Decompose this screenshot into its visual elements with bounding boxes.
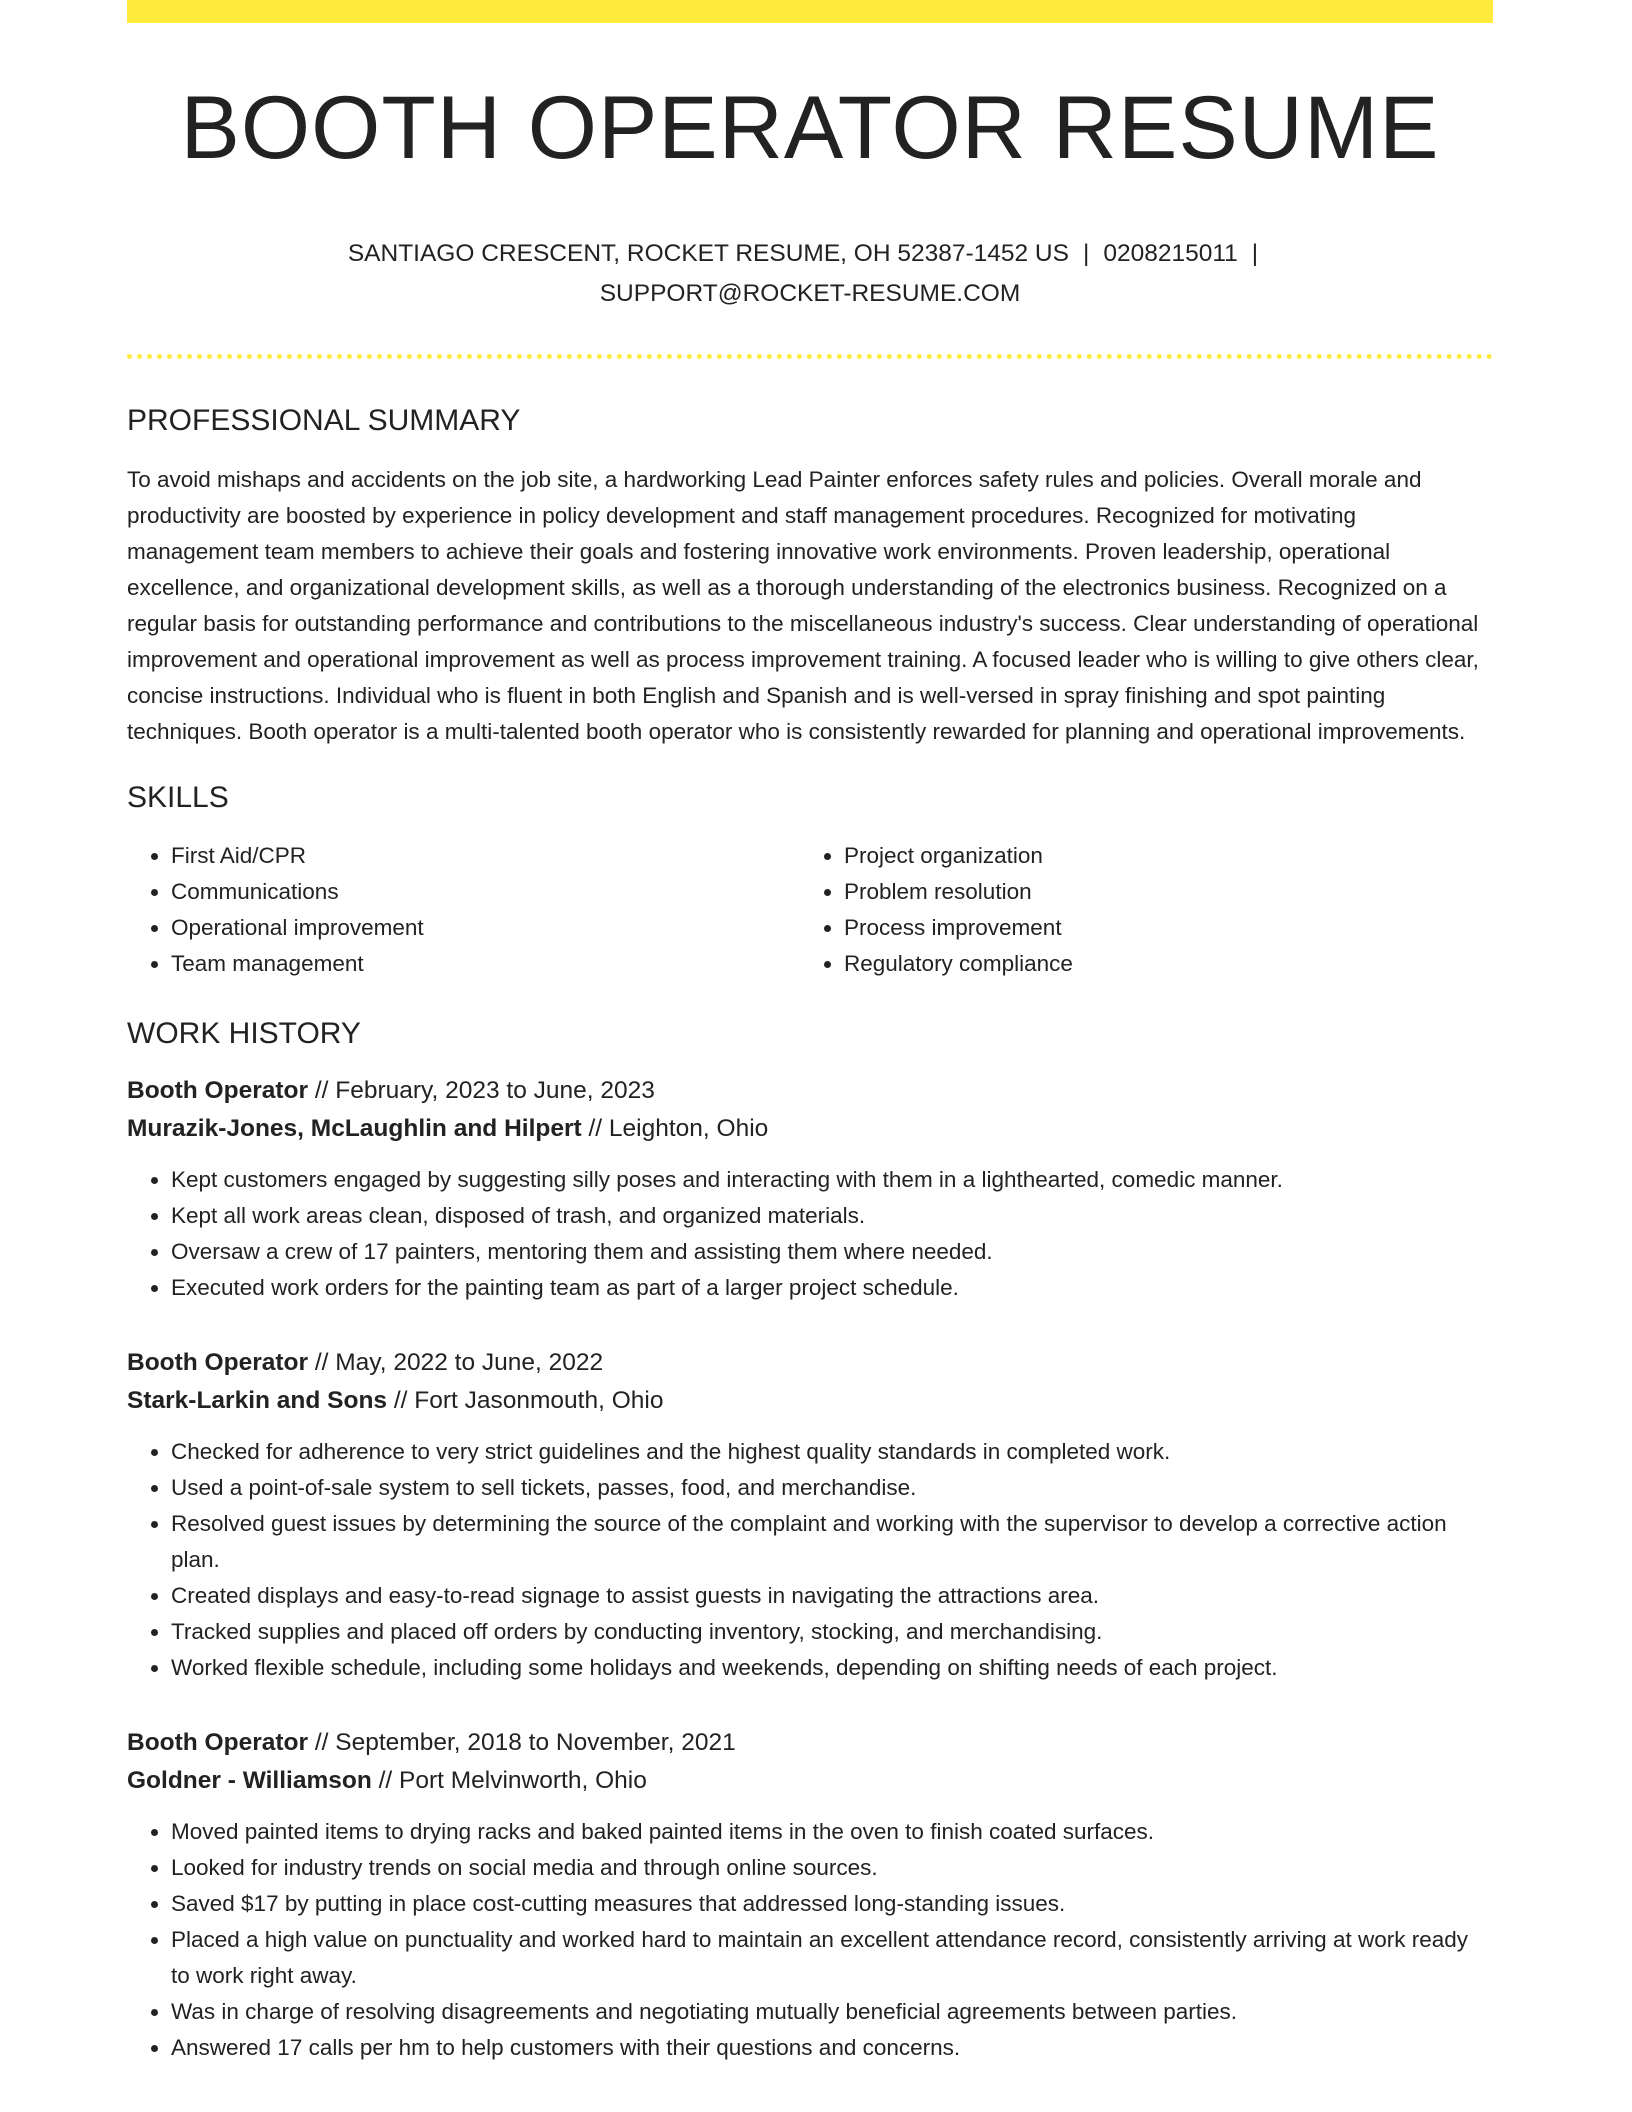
job-bullet: • Checked for adherence to very strict guidelines and the highest quality standards in completed work. <box>171 1434 1493 1470</box>
job-dates: // May, 2022 to June, 2022 <box>308 1349 604 1376</box>
skill-item: • Project organization <box>844 838 1473 874</box>
job-entry <box>127 1344 1493 1686</box>
job-company-line <box>127 1110 1493 1148</box>
contact-address: SANTIAGO CRESCENT, ROCKET RESUME, OH 52387-1452 US <box>347 240 1069 267</box>
job-bullet: • Kept all work areas clean, disposed of trash, and organized materials. <box>171 1198 1493 1234</box>
skill-item: • Regulatory compliance <box>844 946 1473 982</box>
job-title: Booth Operator <box>127 1729 309 1756</box>
job-bullet: • Executed work orders for the painting team as part of a larger project schedule. <box>171 1270 1493 1306</box>
job-bullet: • Was in charge of resolving disagreements and negotiating mutually beneficial agreements between parties. <box>171 1994 1493 2030</box>
job-entry <box>127 1072 1493 1306</box>
job-location: // Leighton, Ohio <box>581 1115 769 1142</box>
job-bullet: • Placed a high value on punctuality and worked hard to maintain an excellent attendance record, consistently arriving at work ready to work right away. <box>171 1922 1493 1994</box>
job-bullet: • Worked flexible schedule, including some holidays and weekends, depending on shifting needs of each project. <box>171 1650 1493 1686</box>
job-location: // Fort Jasonmouth, Ohio <box>387 1387 664 1414</box>
job-location: // Port Melvinworth, Ohio <box>371 1767 647 1794</box>
work-history-heading: WORK HISTORY <box>127 1017 361 1050</box>
contact-separator: | <box>1251 240 1259 267</box>
summary-text: To avoid mishaps and accidents on the job site, a hardworking Lead Painter enforces safety rules and policies. Overall morale and productivity are boosted by experience in policy development and staff management procedures. Recognized for motivating management team members to achieve their goals and fostering innovative work environments. Proven leadership, operational excellence, and organizational development skills, as well as a thorough understanding of the electronics business. Recognized on a regular basis for outstanding performance and contributions to the miscellaneous industry's success. Clear understanding of operational improvement and operational improvement as well as process improvement training. A focused leader who is willing to give others clear, concise instructions. Individual who is fluent in both English and Spanish and is well-versed in spray finishing and spot painting techniques. Booth operator is a multi-talented booth operator who is consistently rewarded for planning and operational improvements. <box>127 467 1479 744</box>
job-bullet: • Kept customers engaged by suggesting silly poses and interacting with them in a lighthearted, comedic manner. <box>171 1162 1493 1198</box>
job-title-line <box>127 1724 1493 1762</box>
contact-phone: 0208215011 <box>1103 240 1238 267</box>
skill-item: • First Aid/CPR <box>171 838 800 874</box>
skills-list <box>127 838 1493 982</box>
accent-top-bar <box>127 0 1493 23</box>
skills-column-left <box>127 838 800 982</box>
skill-item: • Communications <box>171 874 800 910</box>
job-bullet: • Looked for industry trends on social media and through online sources. <box>171 1850 1493 1886</box>
skill-item: • Operational improvement <box>171 910 800 946</box>
job-bullet: • Created displays and easy-to-read signage to assist guests in navigating the attractions area. <box>171 1578 1493 1614</box>
job-bullets <box>127 1434 1493 1686</box>
job-bullet: • Answered 17 calls per hm to help customers with their questions and concerns. <box>171 2030 1493 2066</box>
summary-heading: PROFESSIONAL SUMMARY <box>127 404 521 437</box>
contact-line-1 <box>127 234 1493 274</box>
job-title-line <box>127 1072 1493 1110</box>
job-entry <box>127 1724 1493 2066</box>
job-company-line <box>127 1762 1493 1800</box>
job-bullet: • Resolved guest issues by determining the source of the complaint and working with the supervisor to develop a corrective action plan. <box>171 1506 1493 1578</box>
job-dates: // February, 2023 to June, 2023 <box>308 1077 655 1104</box>
skill-item: • Problem resolution <box>844 874 1473 910</box>
job-bullets <box>127 1814 1493 2066</box>
job-bullets <box>127 1162 1493 1306</box>
job-bullet: • Tracked supplies and placed off orders by conducting inventory, stocking, and merchandising. <box>171 1614 1493 1650</box>
dotted-divider <box>127 354 1493 359</box>
job-bullet: • Moved painted items to drying racks and baked painted items in the oven to finish coated surfaces. <box>171 1814 1493 1850</box>
skill-item: • Team management <box>171 946 800 982</box>
contact-line-2 <box>127 274 1493 314</box>
job-dates: // September, 2018 to November, 2021 <box>308 1729 736 1756</box>
job-bullet: • Used a point-of-sale system to sell tickets, passes, food, and merchandise. <box>171 1470 1493 1506</box>
contact-email: SUPPORT@ROCKET-RESUME.COM <box>599 280 1021 307</box>
job-company: Murazik-Jones, McLaughlin and Hilpert <box>127 1115 582 1142</box>
skills-column-right <box>800 838 1473 982</box>
job-title: Booth Operator <box>127 1077 309 1104</box>
resume-page <box>127 0 1493 2066</box>
skill-item: • Process improvement <box>844 910 1473 946</box>
resume-title: BOOTH OPERATOR RESUME <box>180 77 1440 177</box>
job-company-line <box>127 1382 1493 1420</box>
job-bullet: • Saved $17 by putting in place cost-cutting measures that addressed long-standing issues. <box>171 1886 1493 1922</box>
contact-info <box>127 234 1493 314</box>
job-title: Booth Operator <box>127 1349 309 1376</box>
contact-separator: | <box>1082 240 1090 267</box>
job-company: Goldner - Williamson <box>127 1767 372 1794</box>
job-bullet: • Oversaw a crew of 17 painters, mentoring them and assisting them where needed. <box>171 1234 1493 1270</box>
job-company: Stark-Larkin and Sons <box>127 1387 388 1414</box>
skills-heading: SKILLS <box>127 781 229 814</box>
job-title-line <box>127 1344 1493 1382</box>
